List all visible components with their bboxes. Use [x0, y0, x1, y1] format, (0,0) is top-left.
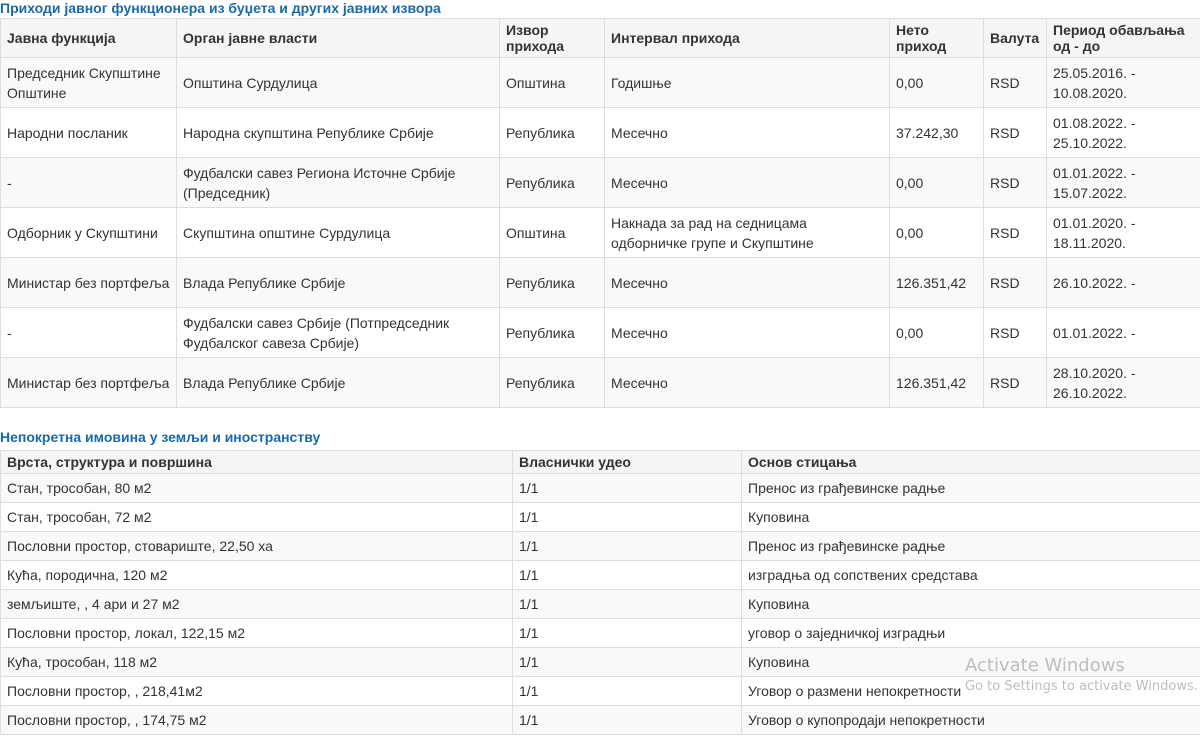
cell-interval: Месечно	[605, 358, 890, 408]
cell-interval: Месечно	[605, 308, 890, 358]
property-table	[0, 450, 1200, 735]
cell-authority: Народна скупштина Републике Србије	[177, 108, 500, 158]
cell-acquisition-basis: Куповина	[742, 503, 1200, 532]
cell-period: 01.08.2022. - 25.10.2022.	[1047, 108, 1200, 158]
cell-net-income: 0,00	[890, 208, 984, 258]
cell-period: 26.10.2022. -	[1047, 258, 1200, 308]
cell-property-type: Стан, трособан, 80 м2	[1, 474, 513, 503]
income-table-row	[1, 158, 1200, 208]
cell-ownership-share: 1/1	[513, 619, 742, 648]
cell-authority: Влада Републике Србије	[177, 258, 500, 308]
income-header-function: Јавна функција	[1, 19, 177, 58]
cell-interval: Месечно	[605, 258, 890, 308]
cell-currency: RSD	[984, 158, 1047, 208]
cell-net-income: 126.351,42	[890, 358, 984, 408]
income-section-title: Приходи јавног функционера из буџета и других јавних извора	[0, 0, 441, 16]
cell-ownership-share: 1/1	[513, 677, 742, 706]
cell-ownership-share: 1/1	[513, 503, 742, 532]
cell-function: Одборник у Скупштини	[1, 208, 177, 258]
cell-currency: RSD	[984, 358, 1047, 408]
cell-authority: Општина Сурдулица	[177, 58, 500, 108]
property-table-row	[1, 590, 1200, 619]
cell-function: Народни посланик	[1, 108, 177, 158]
property-table-row	[1, 532, 1200, 561]
watermark-title: Activate Windows	[965, 655, 1125, 676]
cell-net-income: 126.351,42	[890, 258, 984, 308]
cell-acquisition-basis: Уговор о размени непокретности	[742, 677, 1200, 706]
cell-function: -	[1, 308, 177, 358]
income-header-authority: Орган јавне власти	[177, 19, 500, 58]
income-table-row	[1, 258, 1200, 308]
cell-interval: Накнада за рад на седницама одборничке групе и Скупштине	[605, 208, 890, 258]
cell-interval: Месечно	[605, 108, 890, 158]
cell-property-type: Пословни простор, стовариште, 22,50 ха	[1, 532, 513, 561]
cell-interval: Месечно	[605, 158, 890, 208]
cell-currency: RSD	[984, 208, 1047, 258]
cell-property-type: Пословни простор, локал, 122,15 м2	[1, 619, 513, 648]
property-table-row	[1, 706, 1200, 735]
cell-source: Република	[500, 158, 605, 208]
cell-property-type: Пословни простор, , 174,75 м2	[1, 706, 513, 735]
income-header-interval: Интервал прихода	[605, 19, 890, 58]
cell-acquisition-basis: Пренос из грађевинске радње	[742, 532, 1200, 561]
cell-property-type: Пословни простор, , 218,41м2	[1, 677, 513, 706]
income-table	[0, 18, 1200, 408]
income-table-row	[1, 358, 1200, 408]
cell-property-type: земљиште, , 4 ари и 27 м2	[1, 590, 513, 619]
income-header-source: Извор прихода	[500, 19, 605, 58]
income-table-row	[1, 308, 1200, 358]
cell-acquisition-basis: уговор о заједничкој изградњи	[742, 619, 1200, 648]
cell-authority: Скупштина општине Сурдулица	[177, 208, 500, 258]
property-header-row	[1, 451, 1200, 474]
cell-currency: RSD	[984, 308, 1047, 358]
watermark-subtitle: Go to Settings to activate Windows.	[965, 679, 1198, 694]
property-header-type: Врста, структура и површина	[1, 451, 513, 474]
cell-source: Република	[500, 108, 605, 158]
cell-net-income: 0,00	[890, 158, 984, 208]
cell-period: 28.10.2020. - 26.10.2022.	[1047, 358, 1200, 408]
property-table-row	[1, 648, 1200, 677]
cell-period: 01.01.2020. - 18.11.2020.	[1047, 208, 1200, 258]
cell-property-type: Стан, трособан, 72 м2	[1, 503, 513, 532]
income-table-row	[1, 108, 1200, 158]
property-header-basis: Основ стицања	[742, 451, 1200, 474]
cell-acquisition-basis: Куповина	[742, 648, 1200, 677]
cell-ownership-share: 1/1	[513, 590, 742, 619]
cell-currency: RSD	[984, 58, 1047, 108]
cell-ownership-share: 1/1	[513, 474, 742, 503]
cell-currency: RSD	[984, 108, 1047, 158]
cell-function: -	[1, 158, 177, 208]
cell-acquisition-basis: изградња од сопствених средстава	[742, 561, 1200, 590]
cell-property-type: Кућа, трособан, 118 м2	[1, 648, 513, 677]
cell-source: Република	[500, 258, 605, 308]
cell-net-income: 37.242,30	[890, 108, 984, 158]
cell-ownership-share: 1/1	[513, 706, 742, 735]
income-header-row	[1, 19, 1200, 58]
cell-acquisition-basis: Пренос из грађевинске радње	[742, 474, 1200, 503]
cell-ownership-share: 1/1	[513, 648, 742, 677]
income-table-row	[1, 208, 1200, 258]
property-table-row	[1, 619, 1200, 648]
income-header-net: Нето приход	[890, 19, 984, 58]
cell-ownership-share: 1/1	[513, 532, 742, 561]
property-table-row	[1, 503, 1200, 532]
cell-function: Министар без портфеља	[1, 258, 177, 308]
cell-currency: RSD	[984, 258, 1047, 308]
cell-property-type: Кућа, породична, 120 м2	[1, 561, 513, 590]
cell-acquisition-basis: Куповина	[742, 590, 1200, 619]
income-table-row	[1, 58, 1200, 108]
property-table-row	[1, 561, 1200, 590]
cell-source: Република	[500, 358, 605, 408]
cell-function: Председник Скупштине Општине	[1, 58, 177, 108]
cell-net-income: 0,00	[890, 58, 984, 108]
property-header-share: Власнички удео	[513, 451, 742, 474]
property-section-title: Непокретна имовина у земљи и иностранству	[0, 429, 321, 445]
property-table-row	[1, 474, 1200, 503]
cell-authority: Фудбалски савез Регионa Источне Србије (Председник)	[177, 158, 500, 208]
cell-authority: Влада Републике Србије	[177, 358, 500, 408]
cell-period: 01.01.2022. -	[1047, 308, 1200, 358]
property-table-row	[1, 677, 1200, 706]
cell-source: Општина	[500, 208, 605, 258]
cell-function: Министар без портфеља	[1, 358, 177, 408]
cell-authority: Фудбалски савез Србије (Потпредседник Фудбалског савеза Србије)	[177, 308, 500, 358]
cell-source: Република	[500, 308, 605, 358]
income-header-currency: Валута	[984, 19, 1047, 58]
cell-net-income: 0,00	[890, 308, 984, 358]
cell-ownership-share: 1/1	[513, 561, 742, 590]
cell-period: 25.05.2016. - 10.08.2020.	[1047, 58, 1200, 108]
cell-period: 01.01.2022. - 15.07.2022.	[1047, 158, 1200, 208]
cell-acquisition-basis: Уговор о купопродаји непокретности	[742, 706, 1200, 735]
cell-source: Општина	[500, 58, 605, 108]
income-header-period: Период обављања од - до	[1047, 19, 1200, 58]
cell-interval: Годишње	[605, 58, 890, 108]
